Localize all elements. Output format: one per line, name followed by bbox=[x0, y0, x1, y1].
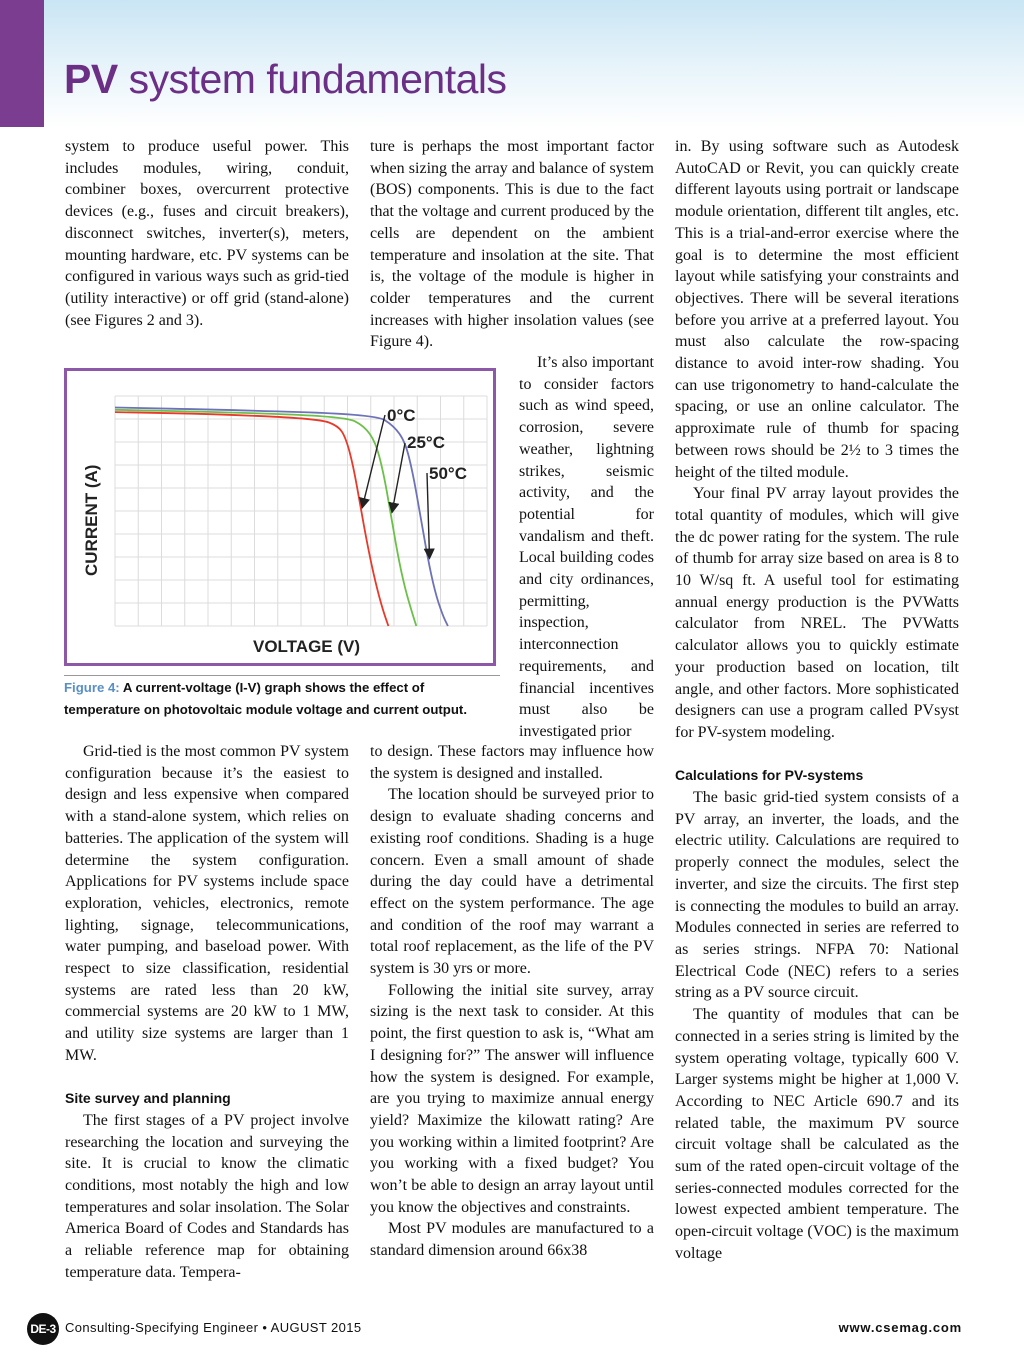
paragraph: in. By using software such as Autodesk AutoCAD or Revit, you can quickly create different layouts using portrait or landscape module orientation, different tilt angles, etc. This is a trial-and-error exercise where the goal is to determine the most efficient layout while satisfying your constraints and objectives. There will be several iterations before you arrive at a preferred layout. You must also calculate the row-spacing distance to avoid inter-row shading. You can use trigonometry to hand-calculate the spacing, or use an online calculator. The approximate rule of thumb for spacing between rows should be 2½ to 3 times the height of the tilted module. bbox=[675, 138, 959, 481]
paragraph: ture is perhaps the most important factor when sizing the array and balance of system (BOS) components. This is due to the fact that the voltage and current produced by the cells are dependent on the ambient temperature and insolation at the site. That is, the voltage of the module is higher in colder temperatures and the current increases with higher insolation values (see Figure 4). bbox=[370, 138, 654, 351]
paragraph: system to produce useful power. This includes modules, wiring, conduit, combiner boxes, overcurrent protective devices (e.g., fuses and circuit breakers), disconnect switches, inverter(s), meters, mounting hardware, etc. PV systems can be configured in various ways such as grid-tied (utility interactive) or off grid (stand-alone) (see Figures 2 and 3). bbox=[65, 138, 349, 329]
column-3 bbox=[675, 136, 959, 1265]
series-label-0c: 0°C bbox=[387, 406, 416, 425]
paragraph: Grid-tied is the most common PV system configuration because it’s the easiest to design and less expensive when compared with a stand-alone system, which relies on batteries. The application of the system will determine the system configuration. Applications for PV systems include space exploration, vehicles, electronics, remote lighting, signage, telecommunications, water pumping, and baseload power. With respect to size classification, residential systems are rated less than 20 kW, commercial systems are 20 kW to 1 MW, and utility size systems are larger than 1 MW. bbox=[65, 743, 349, 1064]
paragraph: to design. These factors may influence how the system is designed and installed. bbox=[370, 743, 654, 782]
website-link[interactable]: www.csemag.com bbox=[838, 1320, 962, 1335]
page-title: PV system fundamentals bbox=[64, 56, 507, 102]
series-label-50c: 50°C bbox=[429, 464, 467, 483]
x-axis-label: VOLTAGE (V) bbox=[253, 637, 361, 656]
page-number-badge: DE-3 bbox=[27, 1313, 59, 1345]
paragraph: Most PV modules are manufactured to a standard dimension around 66x38 bbox=[370, 1220, 654, 1260]
series-label-25c: 25°C bbox=[407, 433, 445, 452]
paragraph: The location should be surveyed prior to design to evaluate shading concerns and existing roof conditions. Shading is a huge concern. Even a small amount of shade during the day could have a detrimental effect on the system performance. The age and condition of the roof may warrant a total roof replacement, as the life of the PV system is 30 yrs or more. bbox=[370, 786, 654, 978]
paragraph: Your final PV array layout provides the total quantity of modules, which will give the dc power rating for the system. The rule of thumb for array size based on area is 8 to 10 W/sq ft. A useful tool for estimating annual energy production is the PVWatts calculator from NREL. The PVWatts calculator allows you to quickly estimate your production based on location, tilt angle, and other factors. More sophisticated designers can use a program called PVsyst for PV-system modeling. bbox=[675, 485, 959, 741]
paragraph: The basic grid-tied system consists of a PV array, an inverter, the loads, and the electric utility. Calculations are required to properly connect the modules, select the inverter, and size the circuits. The first step is connecting the modules to build an array. Modules connected in series are referred to as series strings. NFPA 70: National Electrical Code (NEC) refers to a series string as a PV source circuit. bbox=[675, 789, 959, 1002]
series-line-50c bbox=[115, 408, 448, 627]
column-2-bottom bbox=[370, 741, 654, 1262]
caption-rule bbox=[64, 675, 500, 676]
paragraph: Following the initial site survey, array sizing is the next task to consider. At this point, the first question to ask is, “What am I designing for?” The answer will influence how the system is designed. For example, are you trying to maximize annual energy yield? Maximize the kilowatt rating? Are you working within a limited footprint? Are you working with a fixed budget? You won’t be able to design an array layout until you know the objectives and constraints. bbox=[370, 981, 654, 1216]
section-heading: Calculations for PV-systems bbox=[675, 767, 864, 784]
column-2-narrow bbox=[519, 352, 654, 743]
column-1-top bbox=[65, 136, 349, 331]
figure-4-chart bbox=[64, 368, 496, 666]
chart-curves bbox=[115, 408, 448, 627]
chart-grid bbox=[115, 396, 487, 626]
annotation-arrow-3 bbox=[427, 473, 429, 557]
paragraph: It’s also important to consider factors such as wind speed, corrosion, severe weather, lightning strikes, seismic activity, and the potential for vandalism and theft. Local building codes and city ordinances, permitting, inspection, interconnection requirements, and financial incentives must also be investigated prior bbox=[519, 354, 654, 740]
column-2-top bbox=[370, 136, 654, 353]
column-1-bottom bbox=[65, 741, 349, 1284]
section-heading: Site survey and planning bbox=[65, 1090, 231, 1107]
paragraph: The quantity of modules that can be connected in a series string is limited by the system operating voltage, typically 600 V. Larger systems might be higher at 1,000 V. According to NEC Article 690.7 and its related table, the maximum PV source circuit voltage shall be calculated as the sum of the rated open-circuit voltage of the series-connected modules corrected for the lowest expected ambient temperature. The open-circuit voltage (VOC) is the maximum voltage bbox=[675, 1006, 959, 1262]
publication-line: Consulting-Specifying Engineer • AUGUST 2015 bbox=[65, 1320, 362, 1335]
paragraph: The first stages of a PV project involve researching the location and surveying the site. It is crucial to know the climatic conditions, most notably the high and low temperatures and solar insolation. The Solar America Board of Codes and Standards has a reliable reference map for obtaining temperature data. Tempera- bbox=[65, 1111, 349, 1281]
section-color-bar bbox=[0, 0, 44, 127]
y-axis-label: CURRENT (A) bbox=[82, 464, 101, 576]
iv-graph bbox=[67, 371, 493, 663]
figure-caption: Figure 4: A current-voltage (I-V) graph shows the effect of temperature on photovoltaic module voltage and current output. bbox=[64, 680, 467, 717]
